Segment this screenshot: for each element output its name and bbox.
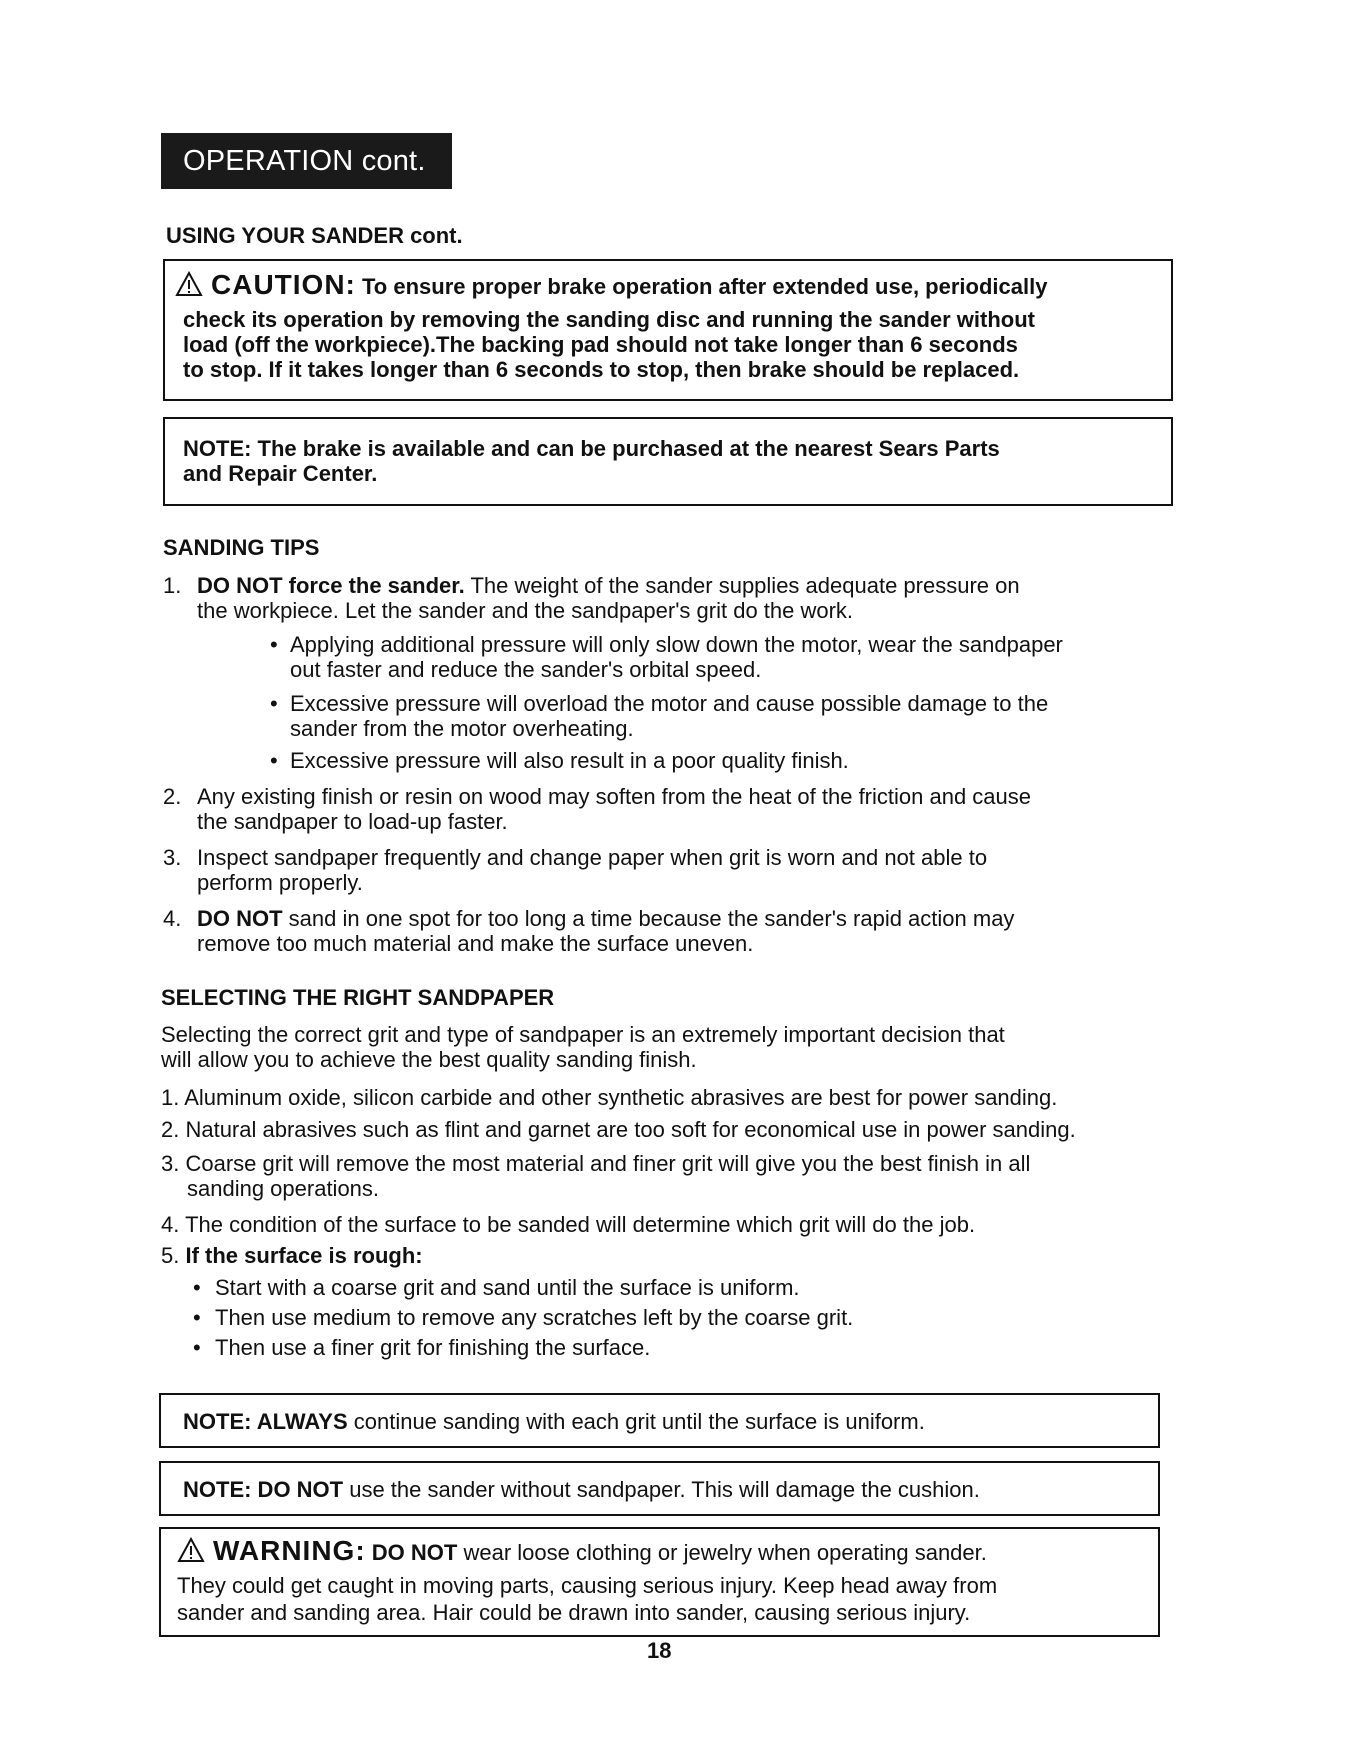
tip-2-number: 2. xyxy=(163,784,182,809)
tip-1-bullet-2-dot: • xyxy=(270,691,278,716)
tip-1-bullet-1-line-2: out faster and reduce the sander's orbital speed. xyxy=(290,657,762,682)
warning-text: wear loose clothing or jewelry when operating sander. xyxy=(457,1540,987,1565)
note-always-text xyxy=(183,1410,925,1434)
rough-bullet-2-dot: • xyxy=(193,1305,201,1330)
tip-1-bullet-2-line-1: Excessive pressure will overload the motor and cause possible damage to the xyxy=(290,691,1049,716)
caution-box xyxy=(163,259,1173,401)
caution-line-4: to stop. If it takes longer than 6 seconds to stop, then brake should be replaced. xyxy=(183,357,1020,382)
warning-box xyxy=(159,1527,1160,1637)
tip-4-text: sand in one spot for too long a time because the sander's rapid action may xyxy=(282,906,1015,931)
selecting-intro-line-2: will allow you to achieve the best quality sanding finish. xyxy=(161,1047,697,1072)
warning-line-3: sander and sanding area. Hair could be drawn into sander, causing serious injury. xyxy=(177,1600,971,1625)
rough-bullet-3-dot: • xyxy=(193,1335,201,1360)
warning-triangle-icon xyxy=(177,1537,205,1563)
page-number: 18 xyxy=(647,1638,672,1663)
section-header: OPERATION cont. xyxy=(161,133,452,189)
tip-1-bullet-3-line-1: Excessive pressure will also result in a poor quality finish. xyxy=(290,748,849,773)
tip-1-bullet-1-dot: • xyxy=(270,632,278,657)
selecting-item-5-bold: If the surface is rough: xyxy=(185,1243,423,1268)
tip-4-line-2: remove too much material and make the surface uneven. xyxy=(197,931,754,956)
warning-triangle-icon xyxy=(175,271,203,297)
selecting-item-1: 1. Aluminum oxide, silicon carbide and other synthetic abrasives are best for power sanding. xyxy=(161,1085,1058,1110)
rough-bullet-3: Then use a finer grit for finishing the surface. xyxy=(215,1335,651,1360)
selecting-item-4: 4. The condition of the surface to be sanded will determine which grit will do the job. xyxy=(161,1212,976,1237)
caution-line-2: check its operation by removing the sanding disc and running the sander without xyxy=(183,307,1035,332)
tip-1-bullet-1-line-1: Applying additional pressure will only slow down the motor, wear the sandpaper xyxy=(290,632,1063,657)
selecting-item-2: 2. Natural abrasives such as flint and garnet are too soft for economical use in power sanding. xyxy=(161,1117,1076,1142)
caution-line-3: load (off the workpiece).The backing pad should not take longer than 6 seconds xyxy=(183,332,1018,357)
caution-text: To ensure proper brake operation after extended use, periodically xyxy=(362,274,1048,299)
note-always-box xyxy=(159,1393,1160,1448)
note-brake-box xyxy=(163,417,1173,506)
tip-3-line-2: perform properly. xyxy=(197,870,363,895)
warning-line-1 xyxy=(177,1537,987,1565)
tip-4-number: 4. xyxy=(163,906,182,931)
selecting-item-5-number: 5. xyxy=(161,1243,180,1268)
note-always-label: NOTE: ALWAYS xyxy=(183,1409,348,1434)
note-donot-rest: use the sander without sandpaper. This will damage the cushion. xyxy=(343,1477,980,1502)
tip-1-bullet-2-line-2: sander from the motor overheating. xyxy=(290,716,634,741)
caution-label: CAUTION: xyxy=(211,269,356,300)
selecting-item-5 xyxy=(161,1243,423,1268)
tip-1-bullet-3-dot: • xyxy=(270,748,278,773)
warning-line-2: They could get caught in moving parts, causing serious injury. Keep head away from xyxy=(177,1573,998,1598)
note-donot-text xyxy=(183,1478,980,1502)
selecting-intro-line-1: Selecting the correct grit and type of sandpaper is an extremely important decision that xyxy=(161,1022,1005,1047)
tip-4-bold: DO NOT xyxy=(197,906,283,931)
tip-1-text: The weight of the sander supplies adequate pressure on xyxy=(464,573,1020,598)
caution-line-1 xyxy=(175,271,1047,299)
rough-bullet-2: Then use medium to remove any scratches left by the coarse grit. xyxy=(215,1305,854,1330)
selecting-heading: SELECTING THE RIGHT SANDPAPER xyxy=(161,985,555,1010)
tip-1-bold: DO NOT force the sander. xyxy=(197,573,465,598)
warning-bold: DO NOT xyxy=(371,1540,458,1565)
subsection-heading: USING YOUR SANDER cont. xyxy=(166,223,463,248)
selecting-item-3-line-1: 3. Coarse grit will remove the most material and finer grit will give you the best finish in all xyxy=(161,1151,1031,1176)
tip-1-line-1 xyxy=(197,573,1020,598)
sanding-tips-heading: SANDING TIPS xyxy=(163,535,320,560)
tip-3-number: 3. xyxy=(163,845,182,870)
rough-bullet-1: Start with a coarse grit and sand until the surface is uniform. xyxy=(215,1275,800,1300)
tip-3-line-1: Inspect sandpaper frequently and change paper when grit is worn and not able to xyxy=(197,845,988,870)
tip-2-line-1: Any existing finish or resin on wood may soften from the heat of the friction and cause xyxy=(197,784,1032,809)
tip-1-line-2: the workpiece. Let the sander and the sandpaper's grit do the work. xyxy=(197,598,854,623)
note-donot-box xyxy=(159,1461,1160,1516)
tip-4-line-1 xyxy=(197,906,1014,931)
note-brake-line-2: and Repair Center. xyxy=(183,461,378,486)
tip-2-line-2: the sandpaper to load-up faster. xyxy=(197,809,508,834)
note-always-rest: continue sanding with each grit until the surface is uniform. xyxy=(347,1409,925,1434)
note-brake-line-1: NOTE: The brake is available and can be purchased at the nearest Sears Parts xyxy=(183,436,1000,461)
tip-1-number: 1. xyxy=(163,573,182,598)
selecting-item-3-line-2: sanding operations. xyxy=(187,1176,380,1201)
warning-label: WARNING: xyxy=(213,1535,366,1566)
rough-bullet-1-dot: • xyxy=(193,1275,201,1300)
note-donot-label: NOTE: DO NOT xyxy=(183,1477,344,1502)
